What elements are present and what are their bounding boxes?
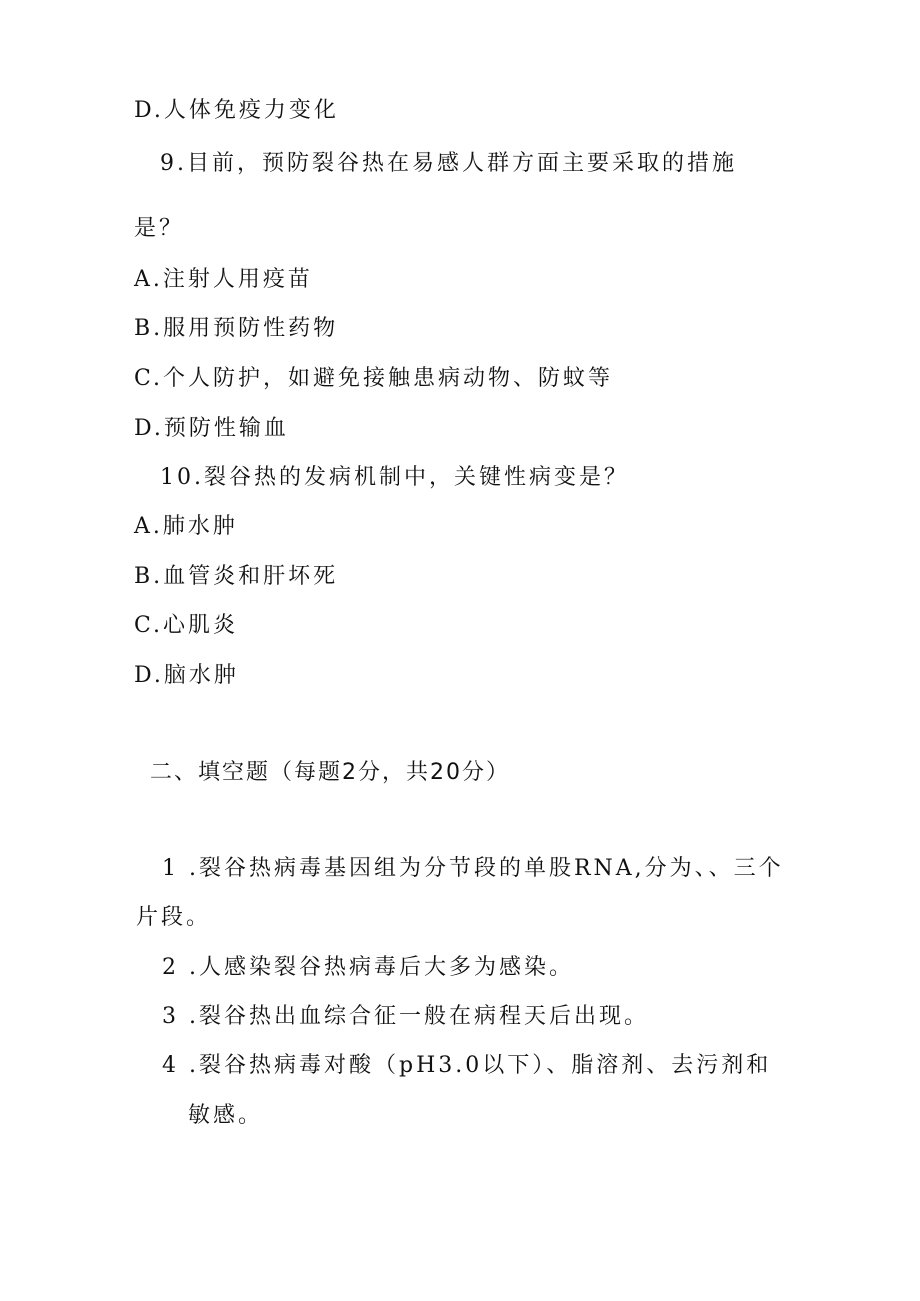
q8-option-d: D.人体免疫力变化 — [134, 98, 339, 123]
q9-option-c: C.个人防护，如避免接触患病动物、防蚊等 — [134, 366, 614, 391]
q10-option-a: A.肺水肿 — [134, 514, 238, 539]
fill-item-4-line2: 敏感。 — [188, 1103, 264, 1128]
fill-item-1-line1: 1 .裂谷热病毒基因组为分节段的单股RNA,分为、、三个 — [162, 856, 784, 881]
q9-option-d: D.预防性输血 — [134, 416, 289, 441]
fill-item-1-line2: 片段。 — [136, 905, 212, 930]
q10-option-d: D.脑水肿 — [134, 663, 239, 688]
q9-stem-line1: 9.目前，预防裂谷热在易感人群方面主要采取的措施 — [160, 151, 737, 176]
fill-item-4-line1: 4 .裂谷热病毒对酸（pH3.0以下）、脂溶剂、去污剂和 — [162, 1053, 772, 1078]
section-title-fill-in: 二、填空题（每题2分，共20分） — [150, 760, 510, 785]
q9-option-a: A.注射人用疫苗 — [134, 267, 313, 292]
q10-stem: 10.裂谷热的发病机制中，关键性病变是？ — [160, 465, 629, 490]
q10-option-b: B.血管炎和肝坏死 — [134, 564, 339, 589]
q9-option-b: B.服用预防性药物 — [134, 316, 339, 341]
q10-option-c: C.心肌炎 — [134, 613, 239, 638]
fill-item-2: 2 .人感染裂谷热病毒后大多为感染。 — [162, 955, 574, 980]
fill-item-3: 3 .裂谷热出血综合征一般在病程天后出现。 — [162, 1004, 649, 1029]
q9-stem-line2: 是？ — [134, 216, 185, 241]
